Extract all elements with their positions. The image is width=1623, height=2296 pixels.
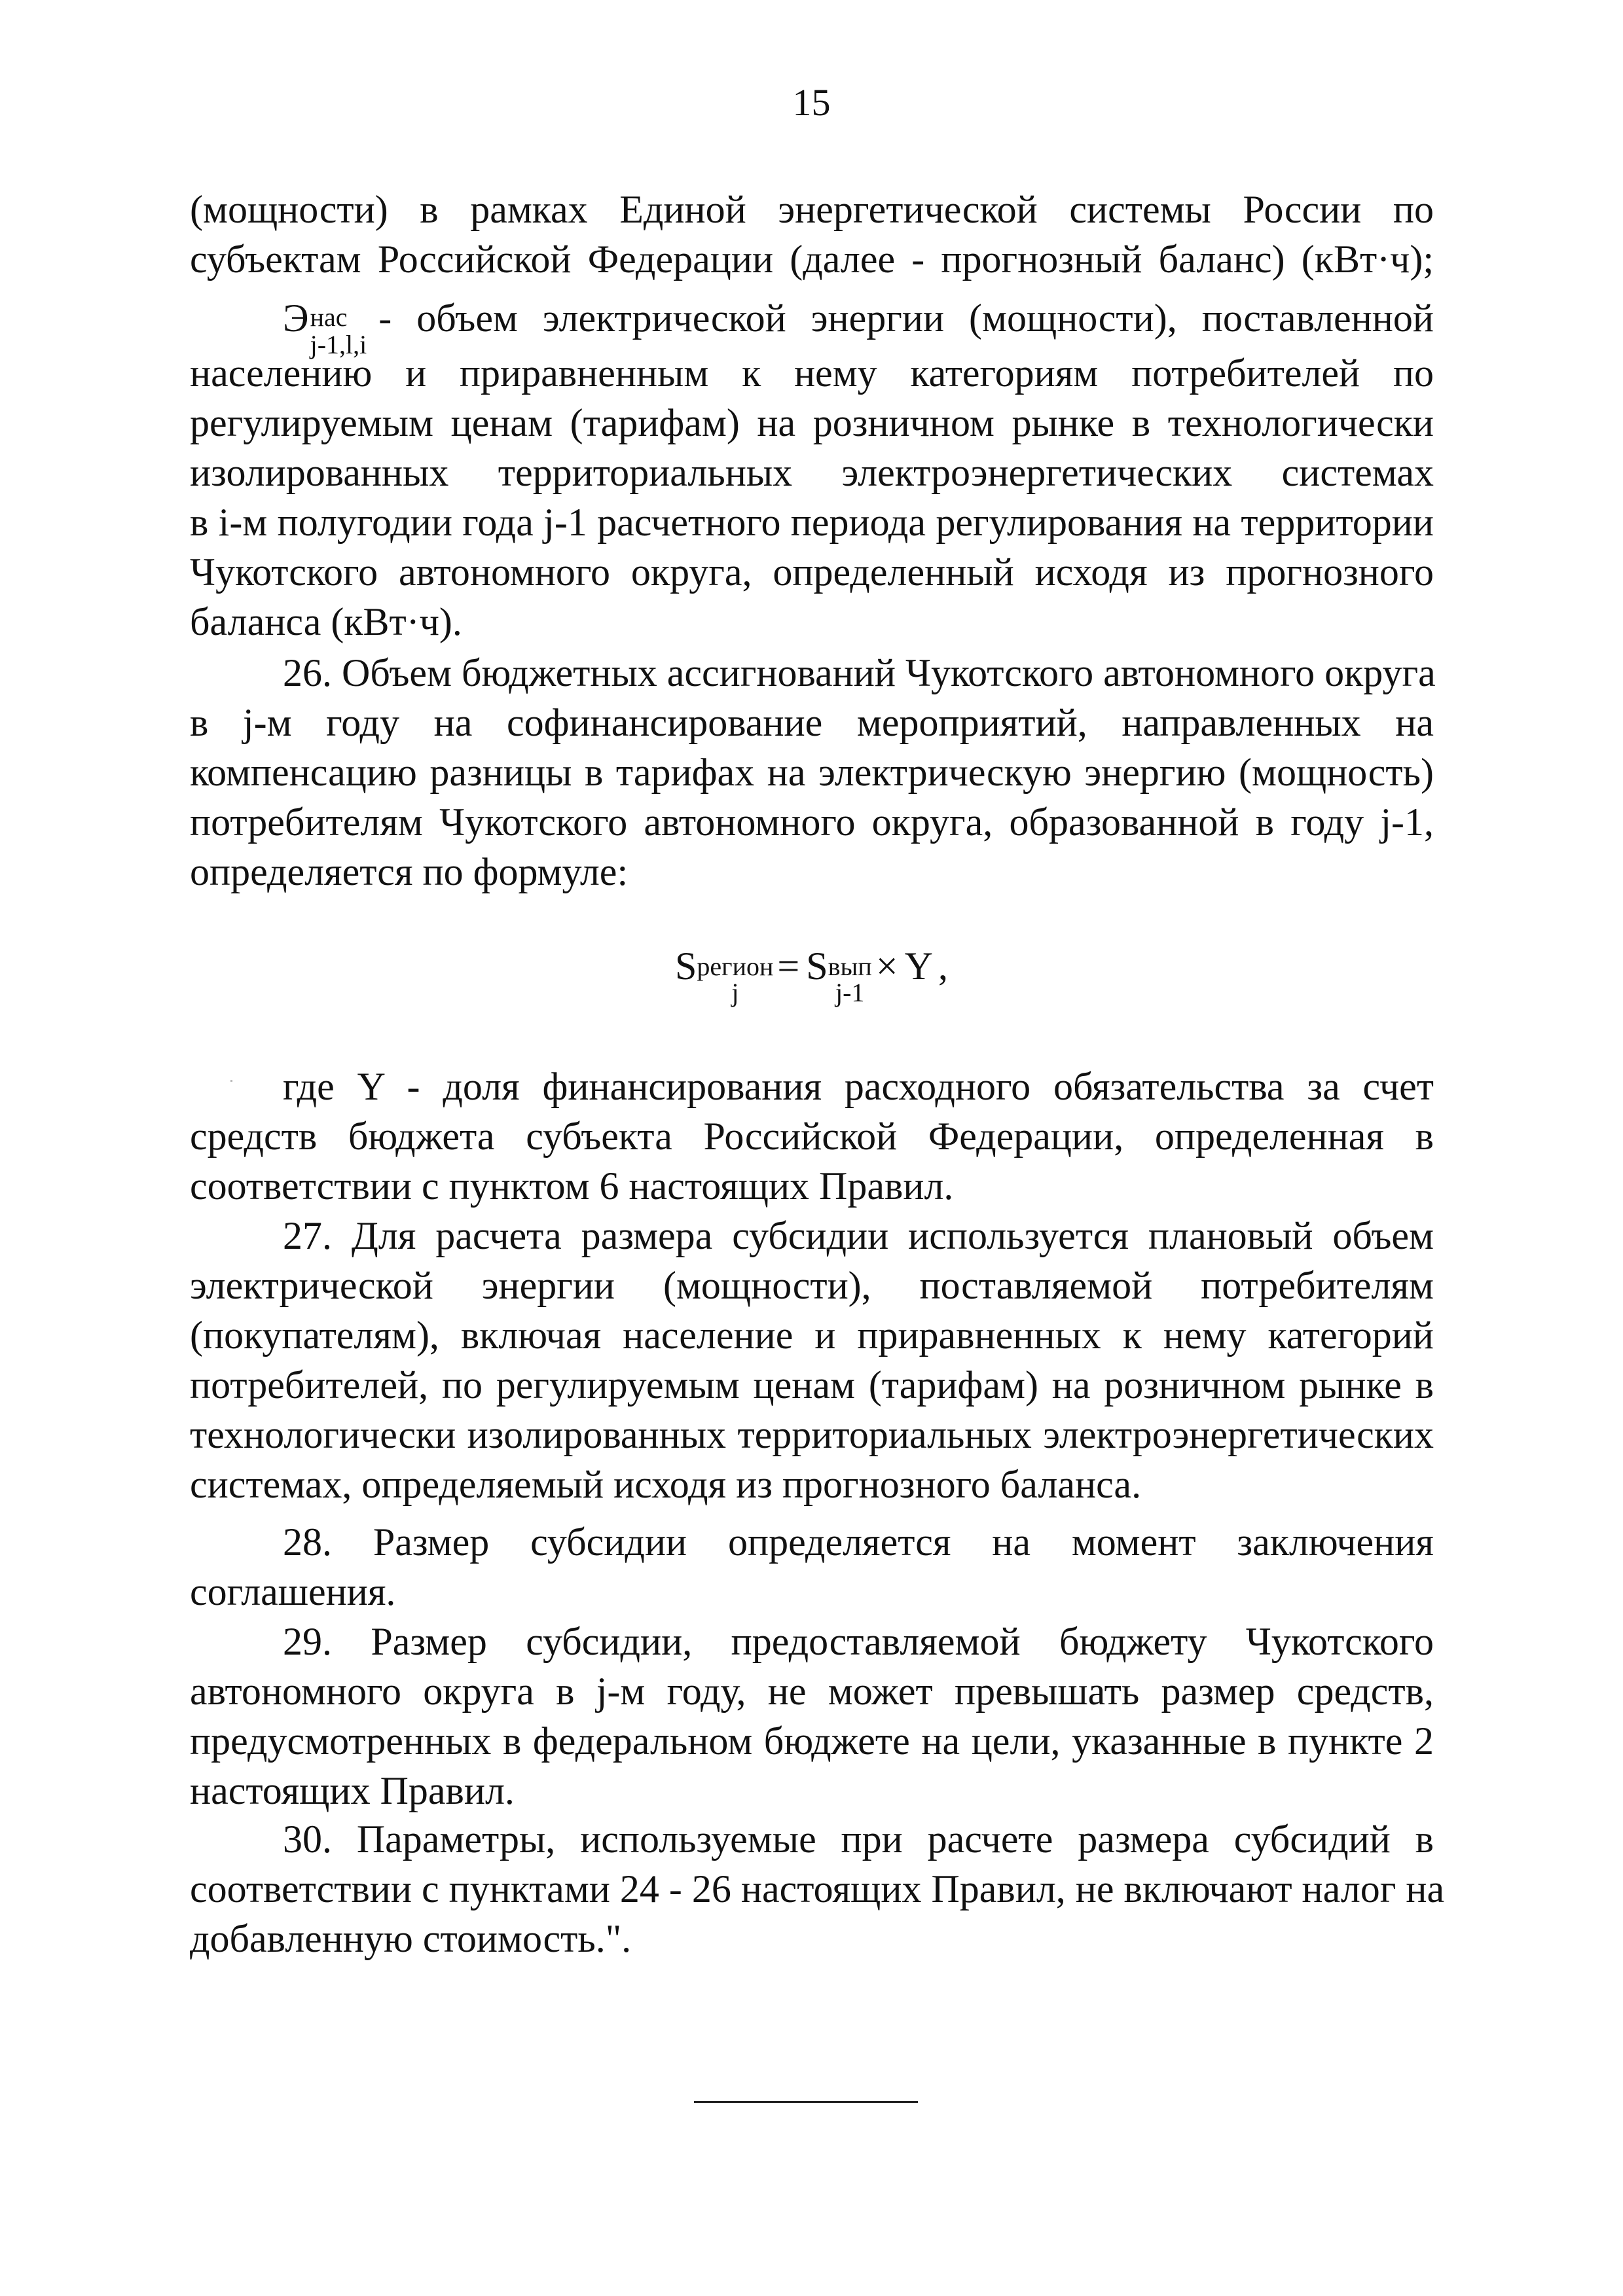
text-line: добавленную стоимость.". bbox=[190, 1917, 632, 1960]
text-line: соответствии с пунктом 6 настоящих Правил. bbox=[190, 1164, 954, 1208]
definition-first-line-text: - объем электрической энергии (мощности), поставленной bbox=[378, 296, 1434, 340]
text-line: настоящих Правил. bbox=[190, 1769, 515, 1812]
text-line: 30. Параметры, используемые при расчете размера субсидий в bbox=[283, 1818, 1434, 1861]
where-paragraph bbox=[190, 1062, 1434, 1211]
paragraph-27 bbox=[190, 1211, 1434, 1509]
closing-rule bbox=[694, 2101, 918, 2103]
text-line: 26. Объем бюджетных ассигнований Чукотского автономного округа bbox=[283, 651, 1436, 694]
symbol-base: Э bbox=[283, 296, 309, 340]
symbol-subscript: j-1,l,i bbox=[310, 330, 367, 359]
formula bbox=[0, 941, 1623, 1012]
text-line: в j-м году на софинансирование мероприятий, направленных на bbox=[190, 701, 1434, 744]
text-line: 29. Размер субсидии, предоставляемой бюджету Чукотского bbox=[283, 1620, 1434, 1663]
formula-rhs-sup: вып bbox=[828, 952, 872, 981]
text-line: (мощности) в рамках Единой энергетической системы России по bbox=[190, 188, 1434, 231]
formula-lhs-sup: регион bbox=[697, 952, 774, 981]
text-line: определяется по формуле: bbox=[190, 850, 629, 893]
definition-continuation bbox=[190, 348, 1434, 647]
formula-lhs-sub: j bbox=[731, 978, 739, 1007]
text-line: автономного округа в j-м году, не может превышать размер средств, bbox=[190, 1670, 1434, 1713]
formula-times: × bbox=[875, 944, 898, 988]
formula-rhs-sub: j-1 bbox=[835, 978, 865, 1007]
text-line: потребителям Чукотского автономного округа, образованной в году j-1, bbox=[190, 800, 1434, 844]
text-line: компенсацию разницы в тарифах на электрическую энергию (мощность) bbox=[190, 751, 1434, 794]
text-line: 28. Размер субсидии определяется на момент заключения bbox=[283, 1520, 1434, 1564]
formula-rhs-base: S bbox=[806, 944, 828, 988]
formula-equals: = bbox=[777, 944, 800, 988]
text-line: предусмотренных в федеральном бюджете на цели, указанные в пункте 2 bbox=[190, 1719, 1434, 1763]
text-line: соответствии с пунктами 24 - 26 настоящих Правил, не включают налог на bbox=[190, 1867, 1445, 1910]
text-line: средств бюджета субъекта Российской Федерации, определенная в bbox=[190, 1115, 1434, 1158]
text-line: баланса (кВт·ч). bbox=[190, 600, 462, 643]
paragraph-30 bbox=[190, 1814, 1445, 1964]
text-line: изолированных территориальных электроэнергетических системах bbox=[190, 451, 1434, 494]
symbol-superscript: нас bbox=[310, 302, 348, 332]
text-line: электрической энергии (мощности), поставляемой потребителям bbox=[190, 1264, 1434, 1307]
text-line: где Y - доля финансирования расходного обязательства за счет bbox=[283, 1065, 1434, 1108]
paragraph-26 bbox=[190, 648, 1434, 897]
text-line: 27. Для расчета размера субсидии используется плановый объем bbox=[283, 1214, 1434, 1257]
text-line: потребителей, по регулируемым ценам (тарифам) на розничном рынке в bbox=[190, 1363, 1434, 1407]
text-line: технологически изолированных территориальных электроэнергетических bbox=[190, 1413, 1434, 1456]
formula-factor: Y bbox=[904, 944, 933, 988]
paragraph-28 bbox=[190, 1517, 1434, 1617]
text-line: системах, определяемый исходя из прогнозного баланса. bbox=[190, 1463, 1142, 1506]
page-number: 15 bbox=[792, 81, 831, 124]
text-line: (покупателям), включая население и приравненных к нему категорий bbox=[190, 1314, 1434, 1357]
text-line: регулируемым ценам (тарифам) на розничном рынке в технологически bbox=[190, 401, 1434, 444]
text-line: Чукотского автономного округа, определенный исходя из прогнозного bbox=[190, 550, 1434, 594]
text-line: в i-м полугодии года j-1 расчетного периода регулирования на территории bbox=[190, 501, 1434, 544]
paragraph-29 bbox=[190, 1617, 1434, 1816]
text-line: населению и приравненным к нему категориям потребителей по bbox=[190, 351, 1434, 395]
text-line: соглашения. bbox=[190, 1570, 396, 1613]
text-line: субъектам Российской Федерации (далее - прогнозный баланс) (кВт·ч); bbox=[190, 238, 1434, 281]
formula-trail: , bbox=[938, 944, 948, 988]
intro-paragraph bbox=[190, 185, 1434, 284]
formula-lhs-base: S bbox=[675, 944, 697, 988]
